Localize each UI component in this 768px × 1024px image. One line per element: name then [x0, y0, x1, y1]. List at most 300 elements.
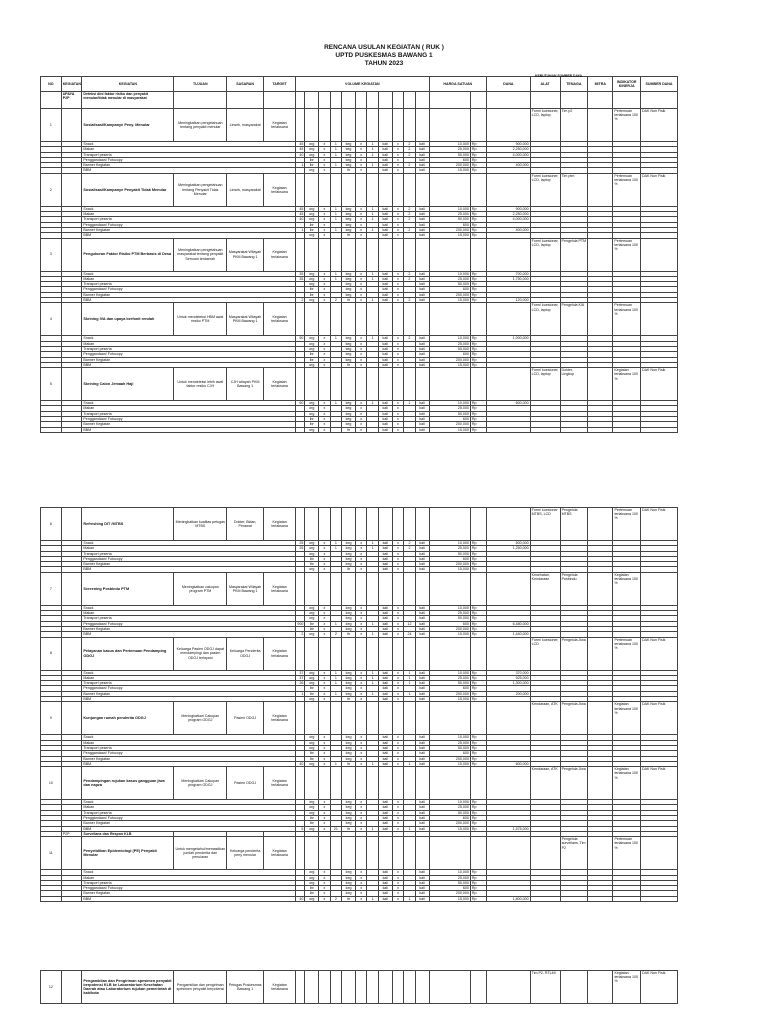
volume-cell: x	[319, 362, 330, 367]
activity-kegiatan: Skrining Calon Jemaah Haji	[82, 368, 174, 401]
volume-cell: org	[305, 546, 319, 551]
table-cell	[487, 173, 531, 206]
harga-cell: 15,000	[429, 233, 470, 238]
volume-cell: x	[319, 298, 330, 303]
harga-cell: 600	[429, 287, 470, 292]
activity-indikator: Kegiatan terlaksana 100 %	[613, 971, 641, 1004]
currency-cell: Rp	[470, 740, 486, 745]
volume-cell: kali	[415, 546, 429, 551]
table-cell	[588, 702, 613, 735]
activity-tujuan: Untuk mendeteksi lebih awal faktor resiko CJH	[174, 368, 227, 401]
table-cell	[378, 837, 392, 870]
table-cell	[61, 427, 82, 432]
volume-cell: keg	[342, 212, 356, 217]
harga-cell: 600	[429, 556, 470, 561]
volume-cell: 1	[330, 336, 341, 341]
activity-sumber: DAK Non Fisik	[641, 637, 678, 670]
volume-cell: 1	[330, 212, 341, 217]
volume-cell: 1	[330, 541, 341, 546]
volume-cell: org	[305, 406, 319, 411]
table-cell	[342, 572, 356, 605]
table-cell	[470, 572, 486, 605]
activity-kegiatan: Kunjungan rumah penderita ODGJ	[82, 702, 174, 735]
volume-cell: 1	[367, 206, 378, 211]
table-cell	[404, 971, 415, 1004]
activity-kegiatan: Sosialisasi/Kampanye Peny. Menular	[82, 109, 174, 142]
table-cell	[378, 368, 392, 401]
volume-cell: 40	[296, 761, 305, 766]
table-cell	[61, 109, 82, 142]
harga-cell: 600	[429, 417, 470, 422]
table-cell	[404, 837, 415, 870]
activity-sasaran: Dokter, Bidan, Perawat	[227, 508, 264, 541]
volume-cell: kali	[378, 621, 392, 626]
volume-cell: 26	[296, 681, 305, 686]
currency-cell: Rp	[470, 800, 486, 805]
volume-cell: x	[392, 800, 403, 805]
table-cell	[367, 637, 378, 670]
volume-cell: kali	[415, 816, 429, 821]
table-cell	[342, 971, 356, 1004]
table-cell	[392, 702, 403, 735]
volume-cell: x	[392, 152, 403, 157]
table-cell	[392, 637, 403, 670]
table-cell	[330, 109, 341, 142]
volume-cell: kali	[378, 157, 392, 162]
currency-cell: Rp	[470, 152, 486, 157]
volume-cell: kali	[378, 406, 392, 411]
activity-target: Kegiatan terlaksana	[263, 368, 295, 401]
detail-label: Transport peserta	[82, 616, 296, 621]
harga-cell: 15,000	[429, 298, 470, 303]
table-cell	[392, 767, 403, 800]
activity-sasaran: Petugas Puskesmas Bawang 1	[227, 971, 264, 1004]
col-no: NO	[41, 77, 62, 92]
table-cell	[470, 508, 486, 541]
volume-cell: x	[355, 352, 366, 357]
volume-cell: x	[355, 821, 366, 826]
volume-cell: 1	[330, 142, 341, 147]
col-target: TARGET	[263, 77, 295, 92]
volume-cell: kali	[378, 401, 392, 406]
volume-cell: 1	[330, 621, 341, 626]
volume-cell: x	[355, 287, 366, 292]
activity-alat: Form/ kuesioner, LCD, laptop	[530, 368, 560, 401]
currency-cell: Rp	[470, 886, 486, 891]
volume-cell: x	[392, 147, 403, 152]
volume-cell: x	[355, 163, 366, 168]
volume-cell: lbr	[305, 816, 319, 821]
volume-cell: keg	[342, 551, 356, 556]
activity-tenaga	[560, 971, 588, 1004]
volume-cell: x	[392, 417, 403, 422]
volume-cell: kali	[378, 805, 392, 810]
table-cell	[415, 767, 429, 800]
detail-label: Snack	[82, 735, 296, 740]
volume-cell: x	[319, 541, 330, 546]
table-cell	[367, 173, 378, 206]
table-cell	[330, 971, 341, 1004]
table-cell	[296, 837, 305, 870]
table-cell	[305, 508, 319, 541]
currency-cell: Rp	[470, 157, 486, 162]
table-cell	[342, 303, 356, 336]
table-cell	[392, 971, 403, 1004]
volume-cell: lbr	[305, 562, 319, 567]
table-cell	[404, 508, 415, 541]
volume-cell: x	[392, 810, 403, 815]
table-cell	[588, 572, 613, 605]
volume-cell: x	[392, 541, 403, 546]
volume-cell: x	[392, 362, 403, 367]
volume-cell: 1	[367, 336, 378, 341]
volume-cell: kali	[415, 427, 429, 432]
dana-cell: 2,250,000	[487, 147, 531, 152]
volume-cell: org	[305, 411, 319, 416]
table-cell	[392, 173, 403, 206]
volume-cell: org	[305, 681, 319, 686]
volume-cell: kali	[415, 147, 429, 152]
harga-cell: 10,000	[429, 142, 470, 147]
volume-cell: keg	[342, 686, 356, 691]
volume-cell: 1	[330, 675, 341, 680]
volume-cell: keg	[342, 880, 356, 885]
dana-cell: 700,000	[487, 271, 531, 276]
col-dana: DANA	[487, 77, 531, 92]
volume-cell: 2	[404, 163, 415, 168]
currency-cell: Rp	[470, 341, 486, 346]
volume-cell: kali	[378, 222, 392, 227]
volume-cell: x	[355, 626, 366, 631]
volume-cell: org	[305, 212, 319, 217]
table-cell	[305, 637, 319, 670]
volume-cell: kali	[415, 562, 429, 567]
currency-cell: Rp	[470, 282, 486, 287]
volume-cell: kali	[378, 691, 392, 696]
table-cell	[470, 837, 486, 870]
volume-cell: x	[355, 227, 366, 232]
volume-cell: kali	[378, 632, 392, 637]
volume-cell: 25	[296, 546, 305, 551]
dana-cell: 2,250,000	[487, 212, 531, 217]
volume-cell: 5	[296, 826, 305, 831]
volume-cell: kali	[415, 805, 429, 810]
volume-cell: org	[305, 870, 319, 875]
volume-cell: x	[355, 800, 366, 805]
activity-alat: Form/ kuesioner, LCD, laptop	[530, 109, 560, 142]
volume-cell: x	[392, 142, 403, 147]
dana-cell: 370,000	[486, 670, 530, 675]
activity-tenaga: Tim p2	[560, 109, 588, 142]
activity-sasaran: Linsek, masyarakat	[227, 109, 264, 142]
table-cell	[415, 508, 429, 541]
volume-cell: keg	[342, 401, 356, 406]
table-cell	[392, 109, 403, 142]
table-cell	[342, 173, 356, 206]
volume-cell: 1	[367, 276, 378, 281]
volume-cell: kali	[415, 298, 429, 303]
harga-cell: 600	[429, 816, 470, 821]
activity-indikator: Pertemuan terlaksana 100 %	[613, 508, 641, 541]
volume-cell: x	[319, 271, 330, 276]
volume-cell: keg	[342, 222, 356, 227]
harga-cell: 200,000	[429, 163, 470, 168]
table-cell	[330, 303, 341, 336]
table-cell	[404, 767, 415, 800]
volume-cell: 1	[296, 691, 305, 696]
volume-cell: x	[355, 567, 366, 572]
dana-cell: 500,000	[486, 541, 530, 546]
activity-sumber: DAK Non Fisik	[641, 508, 678, 541]
table-cell	[378, 572, 392, 605]
volume-cell: kali	[415, 336, 429, 341]
harga-cell: 25,000	[429, 546, 470, 551]
volume-cell: x	[392, 168, 403, 173]
volume-cell: x	[392, 298, 403, 303]
volume-cell: x	[392, 896, 403, 901]
volume-cell: kali	[378, 227, 392, 232]
volume-cell: kali	[378, 675, 392, 680]
table-cell	[378, 109, 392, 142]
volume-cell: x	[392, 422, 403, 427]
volume-cell: x	[319, 276, 330, 281]
table-cell	[305, 303, 319, 336]
volume-cell: kali	[415, 287, 429, 292]
table-cell	[404, 173, 415, 206]
currency-cell: Rp	[470, 406, 486, 411]
table-cell	[640, 427, 677, 432]
volume-cell: kali	[415, 745, 429, 750]
volume-cell: x	[392, 271, 403, 276]
volume-cell: x	[319, 821, 330, 826]
volume-cell: org	[305, 810, 319, 815]
volume-cell: kali	[415, 632, 429, 637]
table-cell	[305, 238, 319, 271]
volume-cell: lbr	[305, 621, 319, 626]
table-cell	[415, 303, 429, 336]
activity-indikator: Pertemuan terlaksana 100 %	[613, 238, 641, 271]
volume-cell: org	[305, 341, 319, 346]
volume-cell: x	[355, 346, 366, 351]
volume-cell: kali	[378, 292, 392, 297]
volume-cell: x	[355, 546, 366, 551]
volume-cell: kali	[378, 163, 392, 168]
harga-cell: 15,000	[429, 168, 470, 173]
volume-cell: kali	[415, 422, 429, 427]
volume-cell: x	[392, 276, 403, 281]
volume-cell: 2	[404, 298, 415, 303]
table-cell	[355, 303, 366, 336]
volume-cell: kali	[378, 233, 392, 238]
volume-cell: kali	[378, 567, 392, 572]
activity-tujuan: Meningkatkan Cakupan program ODGJ	[174, 702, 227, 735]
table-cell	[61, 173, 82, 206]
volume-cell: x	[319, 406, 330, 411]
volume-cell: lbr	[305, 751, 319, 756]
dana-cell: 6,480,000	[486, 621, 530, 626]
detail-label: Transport peserta	[82, 411, 296, 416]
dana-cell: 925,000	[486, 675, 530, 680]
table-body-part2	[41, 508, 678, 902]
volume-cell: x	[392, 670, 403, 675]
activity-row	[41, 368, 678, 401]
currency-cell: Rp	[470, 816, 486, 821]
volume-cell: x	[319, 896, 330, 901]
volume-cell: 1	[296, 227, 305, 232]
volume-cell: keg	[342, 282, 356, 287]
volume-cell: org	[305, 675, 319, 680]
volume-cell: x	[355, 745, 366, 750]
volume-cell: kali	[378, 740, 392, 745]
volume-cell: kali	[378, 891, 392, 896]
harga-cell: 10,000	[429, 870, 470, 875]
volume-cell: keg	[342, 147, 356, 152]
volume-cell: kali	[378, 142, 392, 147]
currency-cell: Rp	[470, 735, 486, 740]
table-cell	[355, 368, 366, 401]
table-cell	[319, 238, 330, 271]
volume-cell: 2	[296, 298, 305, 303]
volume-cell: x	[355, 142, 366, 147]
volume-cell: 37	[296, 675, 305, 680]
volume-cell: kali	[415, 875, 429, 880]
volume-cell: x	[355, 621, 366, 626]
volume-cell: org	[305, 632, 319, 637]
volume-cell: ltr	[342, 567, 356, 572]
detail-label: Transport peserta	[82, 551, 296, 556]
table-cell	[486, 837, 530, 870]
currency-cell: Rp	[470, 352, 486, 357]
volume-cell: kali	[415, 282, 429, 287]
volume-cell: org	[305, 168, 319, 173]
volume-cell: kali	[378, 152, 392, 157]
volume-cell: lbr	[305, 352, 319, 357]
volume-cell: lbr	[305, 821, 319, 826]
volume-cell: x	[355, 422, 366, 427]
table-cell	[355, 767, 366, 800]
activity-sasaran: Pasien ODGJ	[227, 767, 264, 800]
volume-cell: keg	[342, 341, 356, 346]
table-cell	[404, 572, 415, 605]
table-cell	[61, 971, 82, 1004]
volume-cell: 1	[404, 401, 415, 406]
volume-cell: keg	[342, 756, 356, 761]
currency-cell: Rp	[470, 276, 486, 281]
volume-cell: ltr	[342, 233, 356, 238]
table-cell	[378, 238, 392, 271]
volume-cell: kali	[378, 357, 392, 362]
volume-cell: ltr	[342, 427, 356, 432]
volume-cell: 2	[404, 206, 415, 211]
currency-cell: Rp	[470, 805, 486, 810]
harga-cell: 25,000	[429, 341, 470, 346]
detail-label: BBM	[82, 298, 296, 303]
table-cell	[392, 303, 403, 336]
detail-label: BBM	[82, 362, 296, 367]
currency-cell: Rp	[470, 551, 486, 556]
volume-cell: kali	[378, 282, 392, 287]
table-cell	[429, 637, 470, 670]
detail-label: Snack	[82, 870, 296, 875]
currency-cell: Rp	[470, 163, 486, 168]
volume-cell: x	[319, 336, 330, 341]
volume-cell: x	[355, 756, 366, 761]
volume-cell: x	[319, 761, 330, 766]
activity-sasaran: Linsek, masyarakat	[227, 173, 264, 206]
table-cell	[305, 572, 319, 605]
volume-cell: kali	[378, 287, 392, 292]
volume-cell: keg	[342, 605, 356, 610]
volume-cell: org	[305, 697, 319, 702]
volume-cell: x	[355, 751, 366, 756]
table-cell	[305, 971, 319, 1004]
volume-cell: 2	[404, 152, 415, 157]
volume-cell: kali	[415, 756, 429, 761]
activity-target: Kegiatan terlaksana	[264, 508, 296, 541]
activity-tenaga: Pengelola MTBS	[560, 508, 588, 541]
harga-cell: 25,000	[429, 611, 470, 616]
activity-sasaran: Masyarakat Wilayah PKM Bawang 1	[227, 303, 264, 336]
volume-cell: 2	[404, 541, 415, 546]
activity-alat: Form/ kuesioner MTBS, LCD	[530, 508, 560, 541]
volume-cell: org	[305, 276, 319, 281]
table-cell	[355, 637, 366, 670]
activity-indikator: Pertemuan terlaksana 100 %	[613, 637, 641, 670]
volume-cell: x	[355, 157, 366, 162]
volume-cell	[330, 427, 341, 432]
volume-cell: x	[319, 826, 330, 831]
table-cell	[342, 368, 356, 401]
harga-cell: 15,000	[429, 567, 470, 572]
volume-cell: 45	[296, 142, 305, 147]
table-cell	[470, 971, 486, 1004]
table-cell	[367, 303, 378, 336]
detail-label: Penggandaan/ Fotocopy	[82, 886, 296, 891]
activity-indikator: Pertemuan terlaksana 100 %	[613, 109, 641, 142]
volume-cell: kali	[378, 352, 392, 357]
harga-cell: 10,000	[429, 735, 470, 740]
volume-cell: x	[319, 227, 330, 232]
harga-cell: 50,000	[429, 411, 470, 416]
col-harga: HARGA SATUAN	[429, 77, 486, 92]
table-body-part1	[41, 92, 678, 433]
volume-cell: kali	[415, 826, 429, 831]
detail-label: Penggandaan/ Fotocopy	[82, 556, 296, 561]
currency-cell: Rp	[470, 233, 486, 238]
volume-cell: x	[392, 626, 403, 631]
volume-cell: x	[392, 163, 403, 168]
col-alat: ALAT	[530, 77, 560, 92]
volume-cell: x	[319, 632, 330, 637]
volume-cell: org	[305, 805, 319, 810]
harga-cell: 15,000	[429, 362, 470, 367]
table-cell	[392, 238, 403, 271]
activity-tujuan: Meningkatkan kualitas petugas MTBS	[174, 508, 227, 541]
volume-cell: x	[392, 891, 403, 896]
table-cell	[486, 572, 530, 605]
activity-tujuan: Untuk mengetahui/memastikan jumlah penderita dan penularan	[174, 837, 227, 870]
volume-cell: org	[305, 346, 319, 351]
dana-cell: 4,000,000	[487, 217, 531, 222]
dana-cell: 900,000	[487, 142, 531, 147]
volume-cell: x	[392, 556, 403, 561]
detail-label: BBM	[82, 632, 296, 637]
table-cell	[296, 303, 305, 336]
volume-cell: kali	[415, 206, 429, 211]
volume-cell: x	[392, 697, 403, 702]
volume-cell: keg	[342, 271, 356, 276]
activity-indikator: Kegiatan terlaksana 100 %	[613, 702, 641, 735]
